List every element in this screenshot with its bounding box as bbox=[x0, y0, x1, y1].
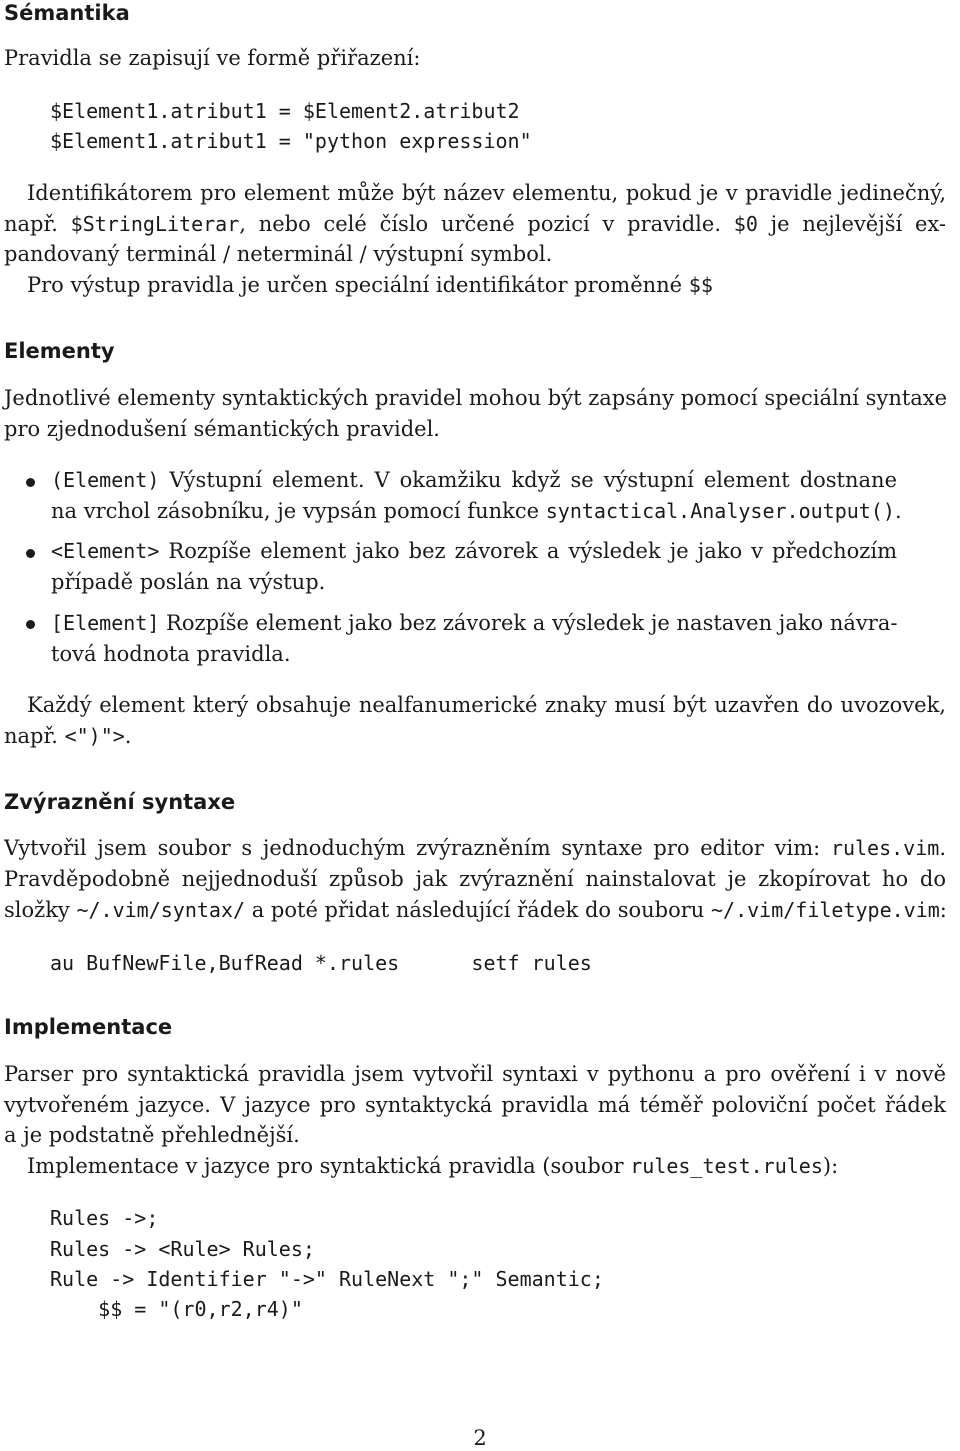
heading-zvyrazneni: Zvýraznění syntaxe bbox=[4, 790, 236, 814]
text: Implementace v jazyce pro syntaktická pravidla (soubor bbox=[27, 1154, 631, 1178]
inline-code: ~/.vim/filetype.vim bbox=[711, 898, 940, 922]
inline-code: rules_test.rules bbox=[630, 1154, 823, 1178]
inline-code: <")"> bbox=[64, 724, 125, 748]
text: na vrchol zásobníku, je vypsán pomocí funkce bbox=[51, 499, 546, 523]
paragraph-line: Identifikátorem pro element může být název elementu, pokud je v pravidle jedinečný, bbox=[27, 181, 946, 205]
text: Výstupní element. V okamžiku když se výstupní element dostnane bbox=[159, 468, 897, 492]
heading-implementace: Implementace bbox=[4, 1015, 173, 1039]
paragraph-line: Pravidla se zapisují ve formě přiřazení: bbox=[4, 46, 421, 70]
code-line: $$ = "(r0,r2,r4)" bbox=[50, 1297, 303, 1321]
text: . bbox=[894, 499, 902, 523]
code-line: Rules ->; bbox=[50, 1206, 159, 1230]
list-item-line: tová hodnota pravidla. bbox=[51, 642, 291, 666]
inline-code: $StringLiterar bbox=[70, 212, 240, 236]
paragraph-line: a je podstatně přehlednější. bbox=[4, 1123, 300, 1147]
code-line: $Element1.atribut1 = "python expression" bbox=[50, 129, 532, 153]
bullet-icon bbox=[26, 620, 35, 629]
bullet-icon bbox=[26, 549, 35, 558]
list-item-line: případě poslán na výstup. bbox=[51, 570, 326, 594]
inline-code: $$ bbox=[688, 273, 713, 297]
paragraph-line: Parser pro syntaktická pravidla jsem vytvořil syntaxi v pythonu a pro ověření i v nově bbox=[4, 1062, 946, 1086]
inline-code: [Element] bbox=[51, 611, 160, 635]
text: . bbox=[939, 836, 946, 860]
text: Pro výstup pravidla je určen speciální identifikátor proměnné bbox=[27, 273, 689, 297]
list-item-line bbox=[51, 536, 897, 566]
paragraph-line: Každý element který obsahuje nealfanumerické znaky musí být uzavřen do uvozovek, bbox=[27, 693, 946, 717]
inline-code: rules.vim bbox=[830, 836, 940, 860]
list-item-line bbox=[51, 608, 897, 638]
text: Vytvořil jsem soubor s jednoduchým zvýrazněním syntaxe pro editor vim: bbox=[4, 836, 831, 860]
paragraph-line bbox=[4, 721, 131, 751]
paragraph-line bbox=[4, 833, 946, 863]
text: a poté přidat následující řádek do souboru bbox=[245, 898, 711, 922]
inline-code: <Element> bbox=[51, 539, 160, 563]
text: složky bbox=[4, 898, 77, 922]
text: např. bbox=[4, 724, 65, 748]
inline-code: syntactical.Analyser.output() bbox=[545, 499, 895, 523]
paragraph-line bbox=[4, 209, 946, 239]
bullet-icon bbox=[26, 478, 35, 487]
heading-semantika: Sémantika bbox=[4, 1, 130, 25]
list-item-line bbox=[51, 496, 902, 526]
text: např. bbox=[4, 212, 71, 236]
paragraph-line bbox=[27, 1151, 838, 1181]
text: : bbox=[939, 898, 947, 922]
text: Rozpíše element jako bez závorek a výsledek je nastaven jako návra- bbox=[159, 611, 898, 635]
page-number: 2 bbox=[473, 1426, 487, 1450]
text: je nejlevější ex- bbox=[757, 212, 947, 236]
code-line: au BufNewFile,BufRead *.rules setf rules bbox=[50, 951, 592, 975]
paragraph-line: Pravděpodobně nejjednoduší způsob jak zvýraznění nainstalovat je zkopírovat ho do bbox=[4, 867, 946, 891]
inline-code: (Element) bbox=[51, 468, 160, 492]
paragraph-line bbox=[27, 270, 713, 300]
paragraph-line: vytvořeném jazyce. V jazyce pro syntaktycká pravidla má téměř poloviční počet řádek bbox=[4, 1093, 946, 1117]
text: Rozpíše element jako bez závorek a výsledek je jako v předchozím bbox=[159, 539, 897, 563]
text: . bbox=[124, 724, 132, 748]
code-line: $Element1.atribut1 = $Element2.atribut2 bbox=[50, 99, 520, 123]
paragraph-line: Jednotlivé elementy syntaktických pravidel mohou být zapsány pomocí speciální syntaxe bbox=[4, 386, 948, 410]
inline-code: $0 bbox=[733, 212, 758, 236]
paragraph-line: pandovaný terminál / neterminál / výstupní symbol. bbox=[4, 242, 553, 266]
heading-elementy: Elementy bbox=[4, 339, 115, 363]
inline-code: ~/.vim/syntax/ bbox=[76, 898, 246, 922]
paragraph-line: pro zjednodušení sémantických pravidel. bbox=[4, 417, 440, 441]
list-item-line bbox=[51, 465, 897, 495]
paragraph-line bbox=[4, 895, 946, 925]
code-line: Rules -> <Rule> Rules; bbox=[50, 1237, 315, 1261]
text: ): bbox=[822, 1154, 839, 1178]
text: , nebo celé číslo určené pozicí v pravidle. bbox=[239, 212, 734, 236]
code-line: Rule -> Identifier "->" RuleNext ";" Semantic; bbox=[50, 1267, 604, 1291]
